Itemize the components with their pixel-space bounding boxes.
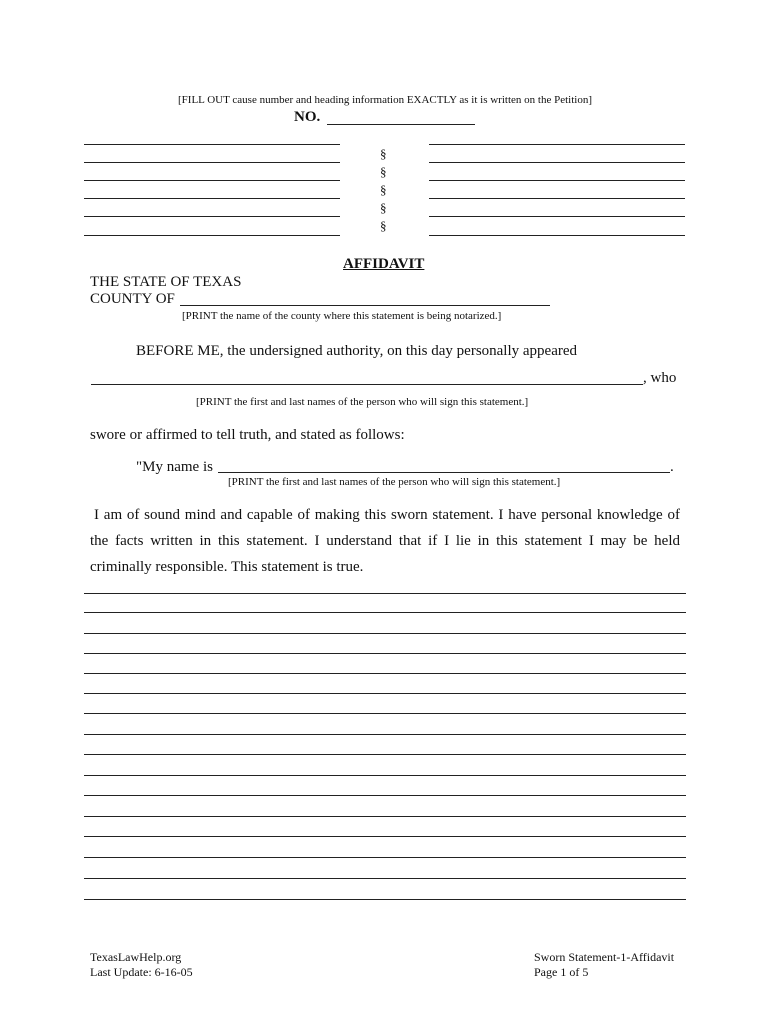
footer-left [90, 950, 193, 980]
statement-line-2: the facts written in this statement. I understand that if I lie in this statement I may be held [90, 533, 680, 549]
cause-number-field[interactable] [327, 124, 475, 125]
my-name-period: . [670, 459, 674, 475]
statement-writing-line[interactable] [84, 816, 686, 817]
statement-writing-line[interactable] [84, 857, 686, 858]
county-label: COUNTY OF [90, 291, 175, 307]
section-symbol: § [380, 164, 387, 179]
statement-writing-line[interactable] [84, 612, 686, 613]
before-me-text: BEFORE ME, the undersigned authority, on this day personally appeared [136, 343, 578, 359]
statement-writing-line[interactable] [84, 795, 686, 796]
statement-writing-line[interactable] [84, 713, 686, 714]
footer-last-update: Last Update: 6-16-05 [90, 965, 193, 979]
statement-writing-line[interactable] [84, 593, 686, 594]
footer-site: TexasLawHelp.org [90, 950, 182, 964]
statement-writing-line[interactable] [84, 878, 686, 879]
section-symbol: § [380, 146, 387, 161]
sworn-text: swore or affirmed to tell truth, and stated as follows: [90, 427, 405, 443]
statement-writing-line[interactable] [84, 633, 686, 634]
fill-out-instruction: [FILL OUT cause number and heading information EXACTLY as it is written on the Petition] [178, 94, 592, 106]
my-name-label: "My name is [136, 459, 213, 475]
caption-right-line-3[interactable] [429, 180, 685, 181]
caption-left-line-5[interactable] [84, 216, 340, 217]
caption-right-line-2[interactable] [429, 162, 685, 163]
who-text: , who [643, 370, 677, 386]
caption-right-line-6[interactable] [429, 235, 685, 236]
section-symbol: § [380, 182, 387, 197]
statement-writing-line[interactable] [84, 693, 686, 694]
cause-number-label: NO. [294, 109, 321, 125]
caption-right-line-1[interactable] [429, 144, 685, 145]
statement-writing-line[interactable] [84, 899, 686, 900]
footer-right [534, 950, 674, 980]
statement-writing-line[interactable] [84, 734, 686, 735]
statement-writing-line[interactable] [84, 754, 686, 755]
my-name-field[interactable] [218, 472, 670, 473]
affidavit-title: AFFIDAVIT [343, 256, 425, 272]
footer-form-name: Sworn Statement-1-Affidavit [534, 950, 675, 964]
footer-page-number: Page 1 of 5 [534, 965, 589, 979]
county-field[interactable] [180, 305, 550, 306]
statement-line-3: criminally responsible. This statement is true. [90, 559, 364, 575]
caption-right-line-5[interactable] [429, 216, 685, 217]
caption-left-line-3[interactable] [84, 180, 340, 181]
caption-left-line-4[interactable] [84, 198, 340, 199]
state-line: THE STATE OF TEXAS [90, 274, 242, 290]
caption-right-line-4[interactable] [429, 198, 685, 199]
section-symbol: § [380, 218, 387, 233]
statement-writing-line[interactable] [84, 673, 686, 674]
my-name-hint: [PRINT the first and last names of the person who will sign this statement.] [228, 476, 561, 488]
caption-left-line-2[interactable] [84, 162, 340, 163]
affiant-name-field[interactable] [91, 384, 643, 385]
caption-left-line-1[interactable] [84, 144, 340, 145]
statement-writing-line[interactable] [84, 653, 686, 654]
statement-line-1: I am of sound mind and capable of making this sworn statement. I have personal knowledge of [94, 507, 680, 523]
statement-writing-line[interactable] [84, 836, 686, 837]
caption-left-line-6[interactable] [84, 235, 340, 236]
affiant-name-hint: [PRINT the first and last names of the person who will sign this statement.] [196, 396, 529, 408]
section-symbol: § [380, 200, 387, 215]
county-hint: [PRINT the name of the county where this statement is being notarized.] [182, 310, 502, 322]
statement-writing-line[interactable] [84, 775, 686, 776]
